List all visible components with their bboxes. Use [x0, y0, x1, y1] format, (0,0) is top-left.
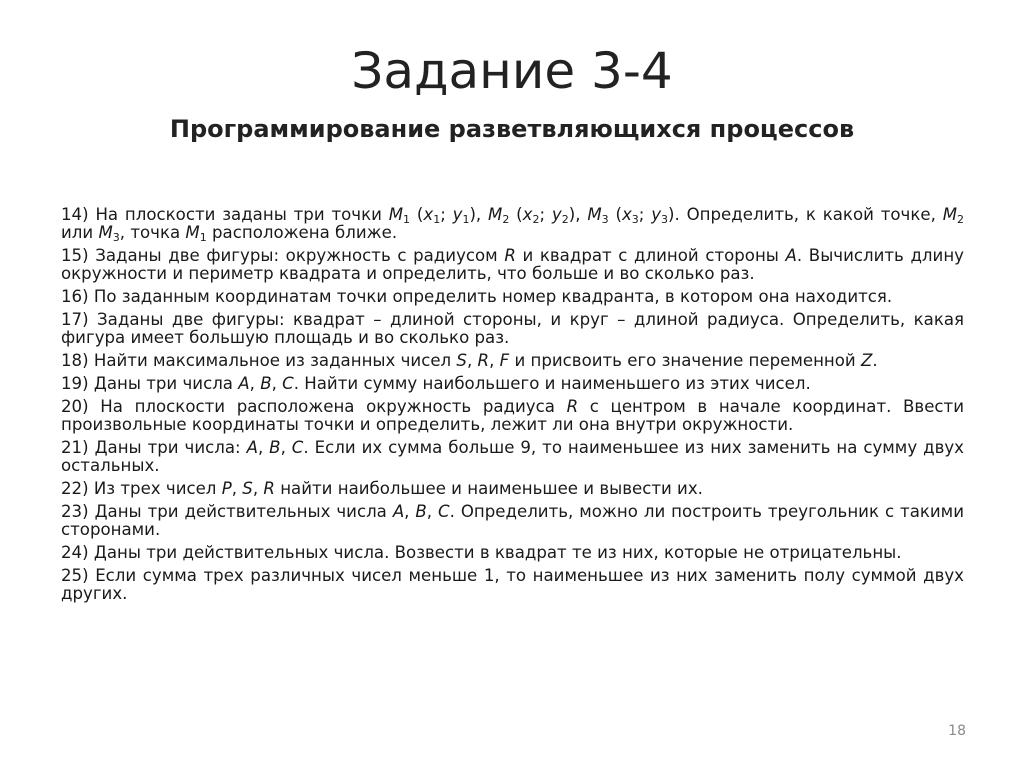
task-text: Заданы две фигуры: окружность с радиусом R и квадрат с длиной стороны A. Вычислить длину окружности и периметр квадрата и определить, что больше и во сколько раз. — [61, 246, 964, 283]
task-text: На плоскости расположена окружность радиуса R с центром в начале координат. Ввести произвольные координаты точки и определить, лежит ли она внутри окружности. — [61, 397, 964, 434]
task-19 — [61, 375, 964, 393]
task-23 — [61, 503, 964, 539]
task-14: 14) На плоскости заданы три точки $M_1$ ($x_1$; $y_1$), $M_2$ ($x_2$; $y_2$), $M_3$ ($x_3$; $y_3$). Определить, к какой точке, $M_2$ или $M_3$, точка $M_1$ расположена ближе. — [61, 205, 965, 244]
task-15 — [61, 247, 964, 283]
task-text: Найти максимальное из заданных чисел S, R, F и присвоить его значение переменной Z. — [93, 351, 878, 370]
task-text: Даны три действительных числа. Возвести в квадрат те из них, которые не отрицательны. — [93, 543, 902, 562]
task-17 — [61, 311, 964, 347]
task-number: 20) — [61, 397, 89, 416]
task-22 — [61, 480, 964, 498]
task-number: 19) — [61, 374, 89, 393]
page-number: 18 — [948, 723, 966, 739]
task-text: Даны три числа: A, B, C. Если их сумма больше 9, то наименьшее из них заменить на сумму двух остальных. — [61, 438, 964, 475]
task-number: 21) — [61, 438, 89, 457]
task-text: Даны три действительных числа A, B, C. Определить, можно ли построить треугольник с такими сторонами. — [61, 502, 964, 539]
task-number: 14) — [61, 205, 89, 224]
task-number: 24) — [61, 543, 89, 562]
task-21 — [61, 439, 964, 475]
task-text: Если сумма трех различных чисел меньше 1, то наименьшее из них заменить полу суммой двух других. — [61, 566, 964, 603]
task-number: 22) — [61, 479, 89, 498]
task-25 — [61, 567, 964, 603]
task-text: Даны три числа A, B, C. Найти сумму наибольшего и наименьшего из этих чисел. — [93, 374, 811, 393]
slide-title: Задание 3-4 — [351, 42, 673, 100]
task-number: 25) — [61, 566, 89, 585]
task-list — [61, 206, 964, 608]
task-20 — [61, 398, 964, 434]
task-number: 23) — [61, 502, 89, 521]
task-number: 18) — [61, 351, 89, 370]
task-text: Заданы две фигуры: квадрат – длиной стороны, и круг – длиной радиуса. Определить, какая фигура имеет большую площадь и во сколько раз. — [61, 310, 964, 347]
task-18 — [61, 352, 964, 370]
task-text: Из трех чисел P, S, R найти наибольшее и наименьшее и вывести их. — [93, 479, 703, 498]
task-number: 17) — [61, 310, 89, 329]
task-number: 16) — [61, 287, 89, 306]
task-number: 15) — [61, 246, 89, 265]
slide-subtitle: Программирование разветвляющихся процессов — [169, 115, 855, 143]
task-24 — [61, 544, 964, 562]
task-text: По заданным координатам точки определить номер квадранта, в котором она находится. — [93, 287, 893, 306]
task-16 — [61, 288, 964, 306]
